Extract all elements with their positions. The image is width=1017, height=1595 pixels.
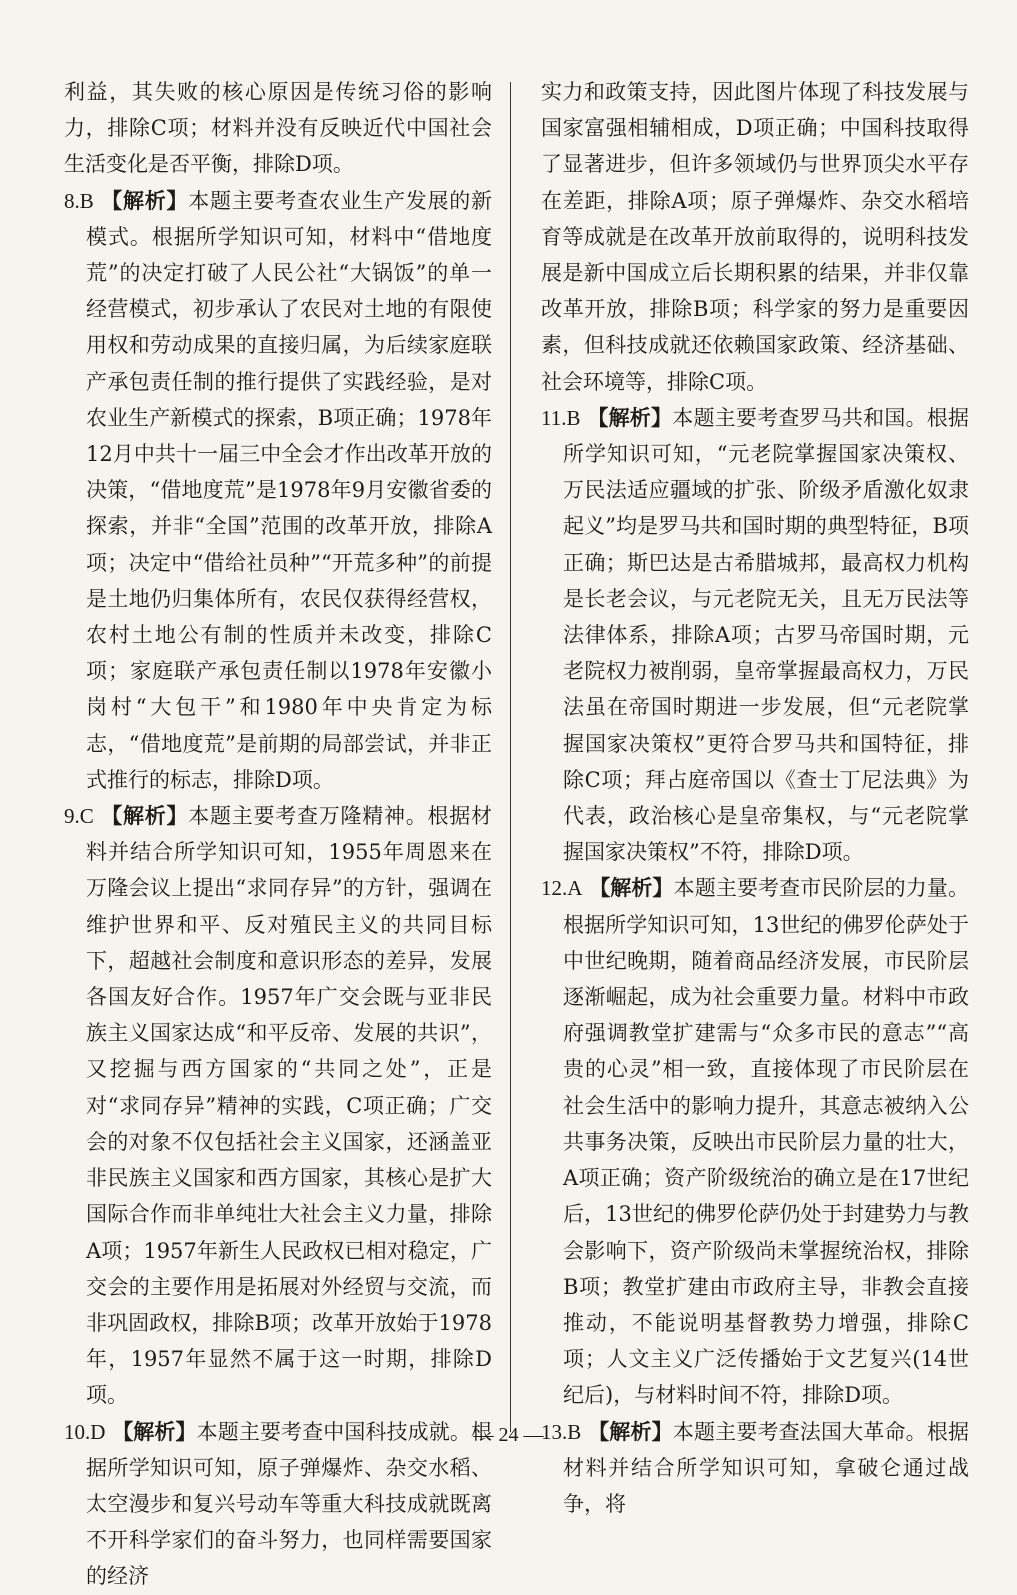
answer-item-8: [64, 183, 492, 798]
analysis-text: 本题主要考查罗马共和国。根据所学知识可知，“元老院掌握国家决策权、万民法适应疆域的扩张、阶级矛盾激化奴隶起义”均是罗马共和国时期的典型特征，B项正确；斯巴达是古希腊城邦，最高权力机构是长老会议，与元老院无关，且无万民法等法律体系，排除A项；古罗马帝国时期，元老院权力被削弱，皇帝掌握最高权力，万民法虽在帝国时期进一步发展，但“元老院掌握国家决策权”更符合罗马共和国特征，排除C项；拜占庭帝国以《查士丁尼法典》为代表，政治核心是皇帝集权，与“元老院掌握国家决策权”不符，排除D项。: [563, 405, 969, 865]
answer-number: 8.B: [64, 188, 94, 213]
analysis-text: 本题主要考查中国科技成就。根据所学知识可知，原子弹爆炸、杂交水稻、太空漫步和复兴号动车等重大科技成就既离不开科学家们的奋斗努力，也同样需要国家的经济: [86, 1419, 492, 1589]
right-column: [541, 74, 969, 1522]
left-continuation-text: 利益，其失败的核心原因是传统习俗的影响力，排除C项；材料并没有反映近代中国社会生活变化是否平衡，排除D项。: [64, 80, 492, 177]
answer-item-11: [541, 400, 969, 871]
analysis-text: 本题主要考查市民阶层的力量。根据所学知识可知，13世纪的佛罗伦萨处于中世纪晚期，随着商品经济发展，市民阶层逐渐崛起，成为社会重要力量。材料中市政府强调教堂扩建需与“众多市民的意志”“高贵的心灵”相一致，直接体现了市民阶层在社会生活中的影响力提升，其意志被纳入公共事务决策，反映出市民阶层力量的壮大，A项正确；资产阶级统治的确立是在17世纪后，13世纪的佛罗伦萨仍处于封建势力与教会影响下，资产阶级尚未掌握统治权，排除B项；教堂扩建由市政府主导，非教会直接推动，不能说明基督教势力增强，排除C项；人文主义广泛传播始于文艺复兴(14世纪后)，与材料时间不符，排除D项。: [563, 876, 969, 1408]
page-number: — 24 —: [473, 1424, 544, 1446]
analysis-text: 本题主要考查法国大革命。根据材料并结合所学知识可知，拿破仑通过战争，将: [563, 1419, 970, 1516]
analysis-tag: 【解析】: [101, 187, 189, 213]
analysis-tag: 【解析】: [587, 404, 673, 430]
left-column: [64, 74, 492, 1595]
answer-number: 10.D: [64, 1419, 106, 1444]
answer-item-12: [541, 870, 969, 1413]
answer-number: 9.C: [64, 804, 94, 829]
answer-number: 13.B: [541, 1419, 582, 1444]
analysis-tag: 【解析】: [112, 1418, 197, 1444]
analysis-text: 本题主要考查万隆精神。根据材料并结合所学知识可知，1955年周恩来在万隆会议上提出“求同存异”的方针，强调在维护世界和平、反对殖民主义的共同目标下，超越社会制度和意识形态的差异，发展各国友好合作。1957年广交会既与亚非民族主义国家达成“和平反帝、发展的共识”，又挖掘与西方国家的“共同之处”，正是对“求同存异”精神的实践，C项正确；广交会的对象不仅包括社会主义国家，还涵盖亚非民族主义国家和西方国家，其核心是扩大国际合作而非单纯壮大社会主义力量，排除A项；1957年新生人民政权已相对稳定，广交会的主要作用是拓展对外经贸与交流，而非巩固政权，排除B项；改革开放始于1978年，1957年显然不属于这一时期，排除D项。: [86, 804, 493, 1408]
analysis-tag: 【解析】: [588, 1418, 673, 1444]
analysis-tag: 【解析】: [589, 875, 674, 901]
column-divider: [510, 82, 511, 1432]
answer-number: 11.B: [541, 405, 581, 430]
analysis-tag: 【解析】: [101, 803, 189, 829]
answer-item-9: [64, 798, 492, 1413]
right-continuation-text: 实力和政策支持，因此图片体现了科技发展与国家富强相辅相成，D项正确；中国科技取得了显著进步，但许多领域仍与世界顶尖水平存在差距，排除A项；原子弹爆炸、杂交水稻培育等成就是在改革开放前取得的，说明科技发展是新中国成立后长期积累的结果，并非仅靠改革开放，排除B项；科学家的努力是重要因素，但科技成就还依赖国家政策、经济基础、社会环境等，排除C项。: [541, 80, 969, 394]
analysis-text: 本题主要考查农业生产发展的新模式。根据所学知识可知，材料中“借地度荒”的决定打破了人民公社“大锅饭”的单一经营模式，初步承认了农民对土地的有限使用权和劳动成果的直接归属，为后续家庭联产承包责任制的推行提供了实践经验，是对农业生产新模式的探索，B项正确；1978年12月中共十一届三中全会才作出改革开放的决策，“借地度荒”是1978年9月安徽省委的探索，并非“全国”范围的改革开放，排除A项；决定中“借给社员种”“开荒多种”的前提是土地仍归集体所有，农民仅获得经营权，农村土地公有制的性质并未改变，排除C项；家庭联产承包责任制以1978年安徽小岗村“大包干”和1980年中央肯定为标志，“借地度荒”是前期的局部尝试，并非正式推行的标志，排除D项。: [86, 188, 493, 792]
answer-number: 12.A: [541, 876, 583, 901]
